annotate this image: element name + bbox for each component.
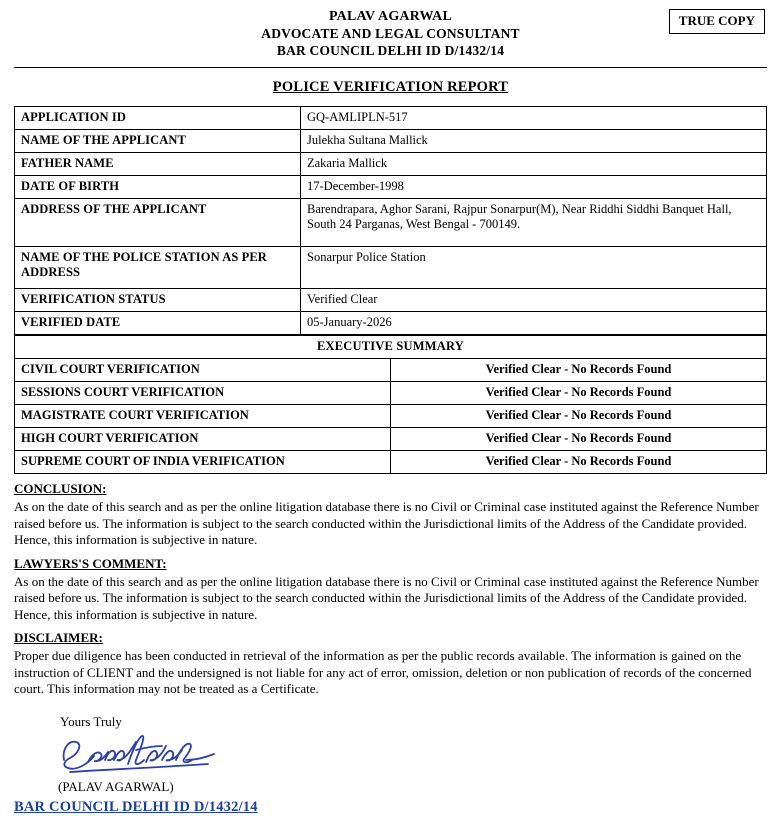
true-copy-stamp: TRUE COPY [669, 9, 765, 34]
disclaimer-section [14, 630, 767, 698]
detail-value: Verified Clear [301, 289, 767, 312]
disclaimer-body: Proper due diligence has been conducted in retrieval of the information as per the public records available. The information is gained on the instruction of CLIENT and the undersigned is not liable for any act of error, omission, deletion or non publication of records of the concerned court. This information may not be treated as a Certificate. [14, 648, 752, 696]
signature-bar-id: BAR COUNCIL DELHI ID D/1432/14 [14, 798, 258, 815]
advocate-role: ADVOCATE AND LEGAL CONSULTANT [261, 26, 520, 41]
executive-summary-heading: EXECUTIVE SUMMARY [15, 336, 767, 359]
summary-label: HIGH COURT VERIFICATION [15, 428, 391, 451]
signer-name: (PALAV AGARWAL) [58, 778, 174, 794]
detail-label: VERIFIED DATE [15, 312, 301, 335]
conclusion-body: As on the date of this search and as per the online litigation database there is no Civil or Criminal case instituted against the Reference Number raised before us. The information is subject to the search conducted within the Jurisdictional limits of the Address of the Candidate provided. Hence, this information is subjective in nature. [14, 499, 759, 547]
summary-value: Verified Clear - No Records Found [391, 359, 767, 382]
summary-label: MAGISTRATE COURT VERIFICATION [15, 405, 391, 428]
summary-value: Verified Clear - No Records Found [391, 451, 767, 474]
table-row [15, 405, 767, 428]
detail-value: Julekha Sultana Mallick [301, 130, 767, 153]
summary-label: CIVIL COURT VERIFICATION [15, 359, 391, 382]
detail-label: NAME OF THE POLICE STATION AS PER ADDRESS [15, 247, 301, 289]
detail-label: ADDRESS OF THE APPLICANT [15, 199, 301, 247]
signature-block [58, 730, 767, 778]
detail-value: 17-December-1998 [301, 176, 767, 199]
table-row [15, 382, 767, 405]
table-row [15, 289, 767, 312]
table-row [15, 153, 767, 176]
handwritten-signature-icon [58, 730, 218, 778]
detail-value: Sonarpur Police Station [301, 247, 767, 289]
executive-summary-table [14, 335, 767, 474]
lawyers-comment-section [14, 556, 767, 624]
detail-value: Zakaria Mallick [301, 153, 767, 176]
lawyers-comment-title: LAWYERS'S COMMENT: [14, 555, 167, 571]
table-row [15, 359, 767, 382]
page-title: POLICE VERIFICATION REPORT [272, 79, 509, 95]
detail-value: 05-January-2026 [301, 312, 767, 335]
yours-truly-label: Yours Truly [60, 713, 122, 729]
table-row [15, 428, 767, 451]
table-row [15, 336, 767, 359]
header-divider [14, 67, 767, 68]
summary-value: Verified Clear - No Records Found [391, 382, 767, 405]
table-row [15, 130, 767, 153]
table-row [15, 247, 767, 289]
table-row [15, 176, 767, 199]
table-row [15, 312, 767, 335]
detail-label: APPLICATION ID [15, 107, 301, 130]
detail-value: GQ-AMLIPLN-517 [301, 107, 767, 130]
summary-value: Verified Clear - No Records Found [391, 405, 767, 428]
conclusion-title: CONCLUSION: [14, 481, 107, 496]
letterhead [14, 8, 767, 59]
summary-value: Verified Clear - No Records Found [391, 428, 767, 451]
table-row [15, 199, 767, 247]
detail-label: VERIFICATION STATUS [15, 289, 301, 312]
table-row [15, 107, 767, 130]
detail-label: DATE OF BIRTH [15, 176, 301, 199]
detail-label: NAME OF THE APPLICANT [15, 130, 301, 153]
advocate-name: PALAV AGARWAL [328, 9, 453, 24]
table-row [15, 451, 767, 474]
detail-value: Barendrapara, Aghor Sarani, Rajpur Sonarpur(M), Near Riddhi Siddhi Banquet Hall, South 24 Parganas, West Bengal - 700149. [301, 199, 767, 247]
summary-label: SUPREME COURT OF INDIA VERIFICATION [15, 451, 391, 474]
detail-label: FATHER NAME [15, 153, 301, 176]
summary-label: SESSIONS COURT VERIFICATION [15, 382, 391, 405]
disclaimer-title: DISCLAIMER: [14, 630, 103, 645]
applicant-details-table [14, 106, 767, 335]
conclusion-section [14, 481, 767, 549]
advocate-bar-id: BAR COUNCIL DELHI ID D/1432/14 [276, 43, 505, 58]
lawyers-comment-body: As on the date of this search and as per the online litigation database there is no Civil or Criminal case instituted against the Reference Number raised before us. The information is subject to the search conducted within the Jurisdictional limits of the Address of the Candidate provided. Hence, this information is subjective in nature. [14, 573, 759, 622]
